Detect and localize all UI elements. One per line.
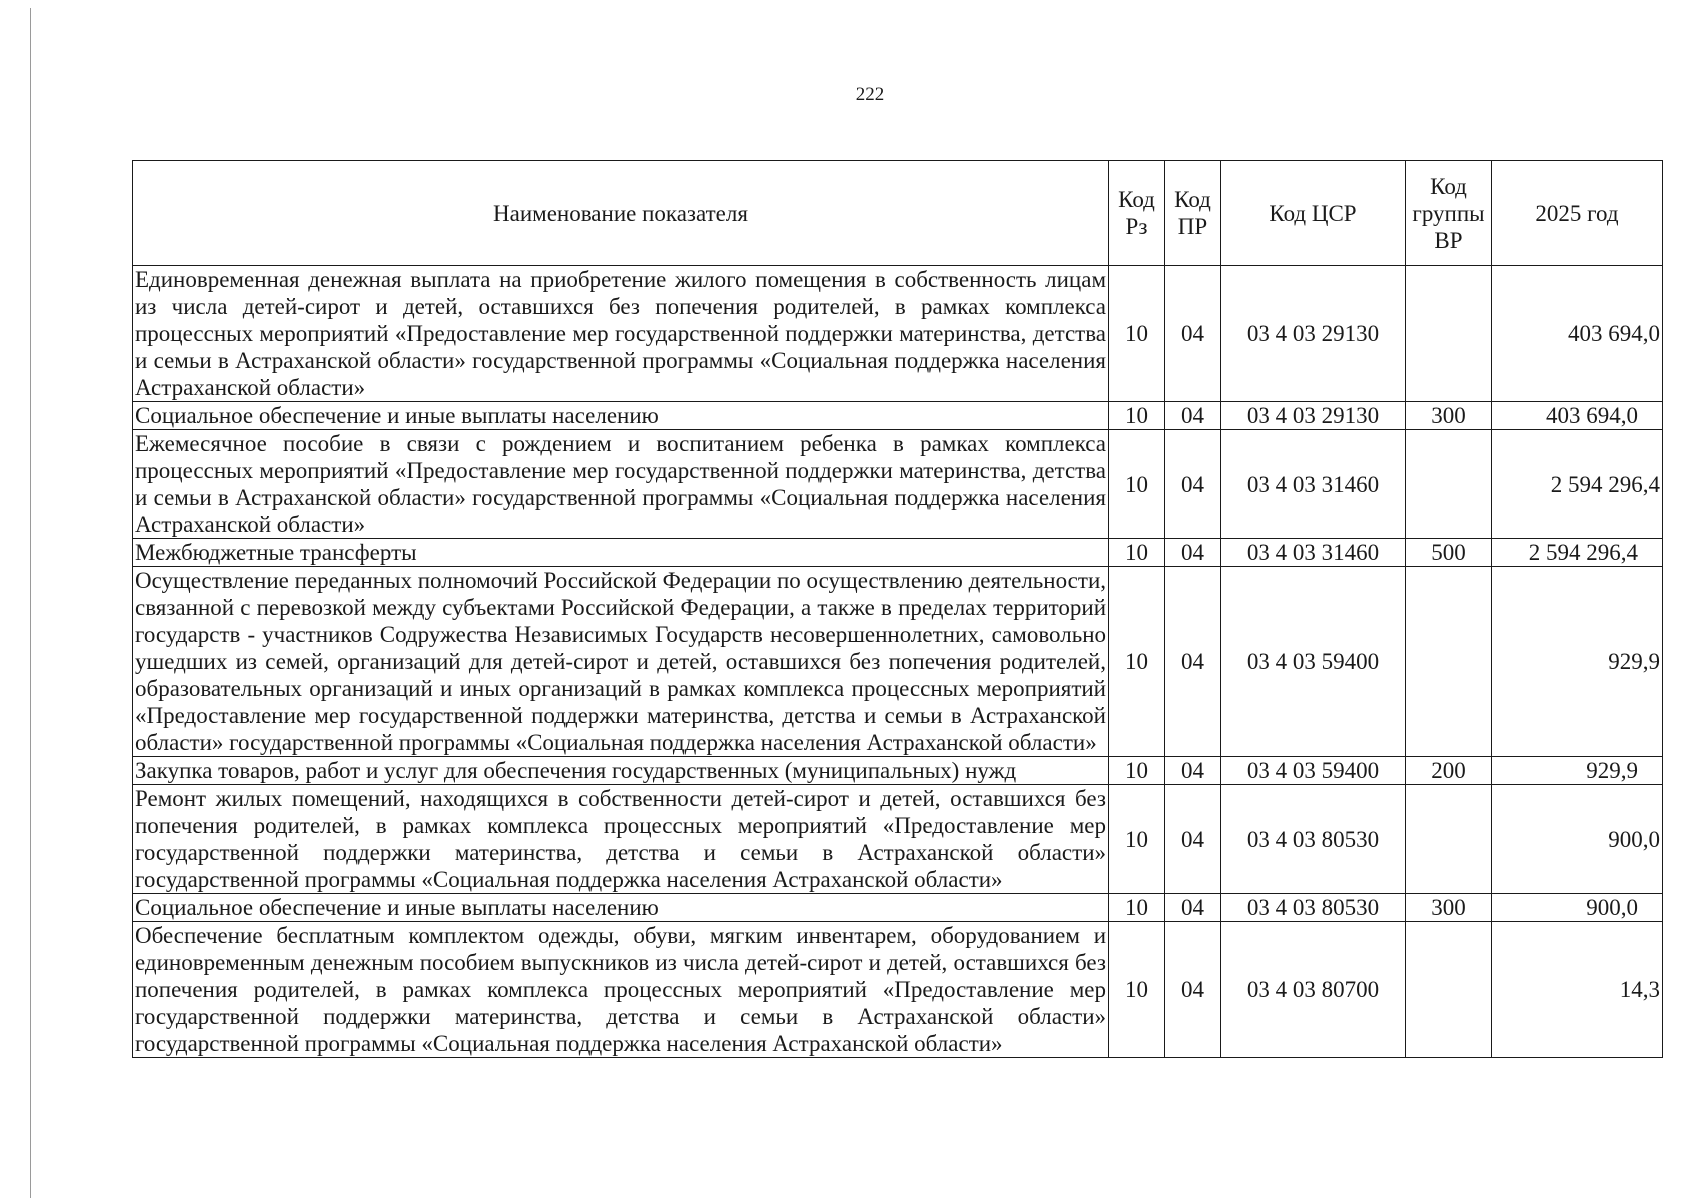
row-name: Ремонт жилых помещений, находящихся в собственности детей-сирот и детей, оставшихся без попечения родителей, в рамках комплекса процессных мероприятий «Предоставление мер государственной поддержки материнства, детства и семьи в Астраханской области» государственной программы «Социальная поддержка населения Астраханской области»	[133, 785, 1109, 894]
row-amount: 14,3	[1492, 922, 1663, 1058]
row-vr	[1406, 922, 1492, 1058]
header-vr: Код группы ВР	[1406, 161, 1492, 266]
row-csr: 03 4 03 80530	[1221, 894, 1406, 922]
row-csr: 03 4 03 59400	[1221, 757, 1406, 785]
row-name: Обеспечение бесплатным комплектом одежды, обуви, мягким инвентарем, оборудованием и единовременным денежным пособием выпускников из числа детей-сирот и детей, оставшихся без попечения родителей, в рамках комплекса процессных мероприятий «Предоставление мер государственной поддержки материнства, детства и семьи в Астраханской области» государственной программы «Социальная поддержка населения Астраханской области»	[133, 922, 1109, 1058]
table-row	[133, 266, 1663, 402]
budget-table	[132, 160, 1663, 1058]
row-csr: 03 4 03 31460	[1221, 539, 1406, 567]
table-row	[133, 922, 1663, 1058]
row-vr	[1406, 785, 1492, 894]
header-pr: Код ПР	[1165, 161, 1221, 266]
row-rz: 10	[1109, 266, 1165, 402]
row-pr: 04	[1165, 894, 1221, 922]
row-pr: 04	[1165, 785, 1221, 894]
row-rz: 10	[1109, 430, 1165, 539]
row-name: Осуществление переданных полномочий Российской Федерации по осуществлению деятельности, связанной с перевозкой между субъектами Российской Федерации, а также в пределах территорий государств - участников Содружества Независимых Государств несовершеннолетних, самовольно ушедших из семей, организаций для детей-сирот и детей, оставшихся без попечения родителей, образовательных организаций и иных организаций в рамках комплекса процессных мероприятий «Предоставление мер государственной поддержки материнства, детства и семьи в Астраханской области» государственной программы «Социальная поддержка населения Астраханской области»	[133, 567, 1109, 757]
scan-edge-line	[30, 8, 31, 1198]
row-amount: 929,9	[1492, 757, 1663, 785]
row-amount: 900,0	[1492, 785, 1663, 894]
row-rz: 10	[1109, 567, 1165, 757]
row-rz: 10	[1109, 757, 1165, 785]
row-rz: 10	[1109, 894, 1165, 922]
table-row	[133, 402, 1663, 430]
row-rz: 10	[1109, 922, 1165, 1058]
row-csr: 03 4 03 29130	[1221, 266, 1406, 402]
row-rz: 10	[1109, 785, 1165, 894]
row-amount: 900,0	[1492, 894, 1663, 922]
row-pr: 04	[1165, 539, 1221, 567]
row-amount: 2 594 296,4	[1492, 539, 1663, 567]
row-name: Закупка товаров, работ и услуг для обеспечения государственных (муниципальных) нужд	[133, 757, 1109, 785]
row-vr	[1406, 567, 1492, 757]
table-row	[133, 567, 1663, 757]
row-vr	[1406, 430, 1492, 539]
row-vr: 300	[1406, 402, 1492, 430]
row-amount: 929,9	[1492, 567, 1663, 757]
row-pr: 04	[1165, 922, 1221, 1058]
header-csr: Код ЦСР	[1221, 161, 1406, 266]
table-row	[133, 894, 1663, 922]
row-name: Единовременная денежная выплата на приобретение жилого помещения в собственность лицам из числа детей-сирот и детей, оставшихся без попечения родителей, в рамках комплекса процессных мероприятий «Предоставление мер государственной поддержки материнства, детства и семьи в Астраханской области» государственной программы «Социальная поддержка населения Астраханской области»	[133, 266, 1109, 402]
row-name: Социальное обеспечение и иные выплаты населению	[133, 894, 1109, 922]
row-amount: 403 694,0	[1492, 266, 1663, 402]
row-pr: 04	[1165, 266, 1221, 402]
row-rz: 10	[1109, 539, 1165, 567]
header-year: 2025 год	[1492, 161, 1663, 266]
row-pr: 04	[1165, 567, 1221, 757]
row-vr: 500	[1406, 539, 1492, 567]
row-amount: 403 694,0	[1492, 402, 1663, 430]
row-pr: 04	[1165, 757, 1221, 785]
table-row	[133, 757, 1663, 785]
header-rz: Код Рз	[1109, 161, 1165, 266]
table-row	[133, 539, 1663, 567]
table-row	[133, 785, 1663, 894]
row-amount: 2 594 296,4	[1492, 430, 1663, 539]
row-csr: 03 4 03 80700	[1221, 922, 1406, 1058]
row-csr: 03 4 03 80530	[1221, 785, 1406, 894]
header-name: Наименование показателя	[133, 161, 1109, 266]
page-number: 222	[855, 84, 885, 105]
row-name: Ежемесячное пособие в связи с рождением и воспитанием ребенка в рамках комплекса процессных мероприятий «Предоставление мер государственной поддержки материнства, детства и семьи в Астраханской области» государственной программы «Социальная поддержка населения Астраханской области»	[133, 430, 1109, 539]
table-row	[133, 430, 1663, 539]
row-name: Социальное обеспечение и иные выплаты населению	[133, 402, 1109, 430]
row-csr: 03 4 03 31460	[1221, 430, 1406, 539]
row-pr: 04	[1165, 402, 1221, 430]
row-vr: 300	[1406, 894, 1492, 922]
table-header-row	[133, 161, 1663, 266]
row-csr: 03 4 03 59400	[1221, 567, 1406, 757]
row-vr	[1406, 266, 1492, 402]
row-pr: 04	[1165, 430, 1221, 539]
row-vr: 200	[1406, 757, 1492, 785]
row-name: Межбюджетные трансферты	[133, 539, 1109, 567]
row-csr: 03 4 03 29130	[1221, 402, 1406, 430]
row-rz: 10	[1109, 402, 1165, 430]
